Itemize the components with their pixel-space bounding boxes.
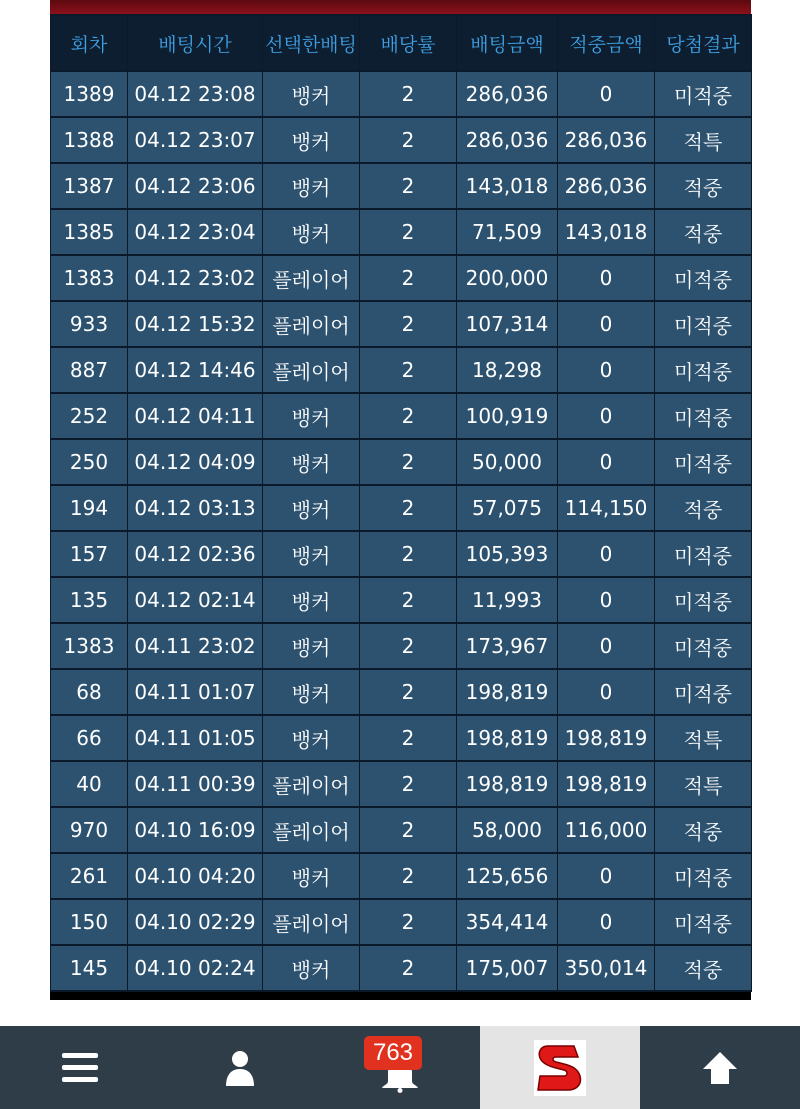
table-bottom-border: [50, 992, 751, 1000]
cell-round: 1383: [51, 624, 127, 668]
table-row: [51, 348, 751, 392]
cell-bet-time: 04.12 23:04: [128, 210, 262, 254]
top-accent-bar: [50, 0, 751, 14]
cell-odds: 2: [360, 164, 456, 208]
notification-count-badge: 763: [364, 1036, 422, 1070]
cell-bet-amount: 125,656: [457, 854, 557, 898]
cell-win-amount: 350,014: [558, 946, 654, 990]
cell-win-amount: 198,819: [558, 762, 654, 806]
table-row: [51, 900, 751, 944]
table-header-row: [51, 16, 751, 70]
cell-round: 150: [51, 900, 127, 944]
cell-result: 미적중: [655, 854, 751, 898]
cell-result: 적특: [655, 762, 751, 806]
logo-s-icon: [534, 1040, 586, 1096]
cell-result: 미적중: [655, 900, 751, 944]
header-round: 회차: [51, 16, 127, 70]
cell-win-amount: 0: [558, 670, 654, 714]
cell-odds: 2: [360, 854, 456, 898]
cell-round: 145: [51, 946, 127, 990]
cell-selected-bet: 뱅커: [263, 670, 359, 714]
cell-bet-time: 04.12 04:11: [128, 394, 262, 438]
cell-selected-bet: 플레이어: [263, 808, 359, 852]
cell-bet-amount: 58,000: [457, 808, 557, 852]
cell-bet-amount: 50,000: [457, 440, 557, 484]
cell-round: 887: [51, 348, 127, 392]
cell-win-amount: 0: [558, 900, 654, 944]
betting-history-table: [50, 14, 752, 992]
table-row: [51, 854, 751, 898]
cell-win-amount: 0: [558, 532, 654, 576]
cell-bet-time: 04.10 04:20: [128, 854, 262, 898]
cell-odds: 2: [360, 578, 456, 622]
cell-bet-amount: 198,819: [457, 762, 557, 806]
cell-odds: 2: [360, 348, 456, 392]
cell-bet-amount: 100,919: [457, 394, 557, 438]
cell-bet-amount: 200,000: [457, 256, 557, 300]
cell-selected-bet: 뱅커: [263, 486, 359, 530]
cell-win-amount: 116,000: [558, 808, 654, 852]
nav-scroll-top-button[interactable]: [640, 1026, 800, 1109]
cell-bet-amount: 57,075: [457, 486, 557, 530]
cell-result: 적중: [655, 210, 751, 254]
table-row: [51, 624, 751, 668]
cell-result: 미적중: [655, 72, 751, 116]
cell-bet-time: 04.10 02:29: [128, 900, 262, 944]
table-row: [51, 716, 751, 760]
cell-bet-time: 04.11 23:02: [128, 624, 262, 668]
cell-odds: 2: [360, 486, 456, 530]
cell-bet-amount: 105,393: [457, 532, 557, 576]
cell-round: 66: [51, 716, 127, 760]
cell-bet-time: 04.11 01:07: [128, 670, 262, 714]
nav-menu-button[interactable]: [0, 1026, 160, 1109]
cell-round: 1388: [51, 118, 127, 162]
cell-result: 미적중: [655, 440, 751, 484]
cell-result: 미적중: [655, 348, 751, 392]
cell-round: 157: [51, 532, 127, 576]
table-row: [51, 808, 751, 852]
cell-win-amount: 0: [558, 394, 654, 438]
cell-selected-bet: 플레이어: [263, 348, 359, 392]
arrow-up-icon: [702, 1051, 738, 1085]
cell-win-amount: 0: [558, 72, 654, 116]
cell-odds: 2: [360, 624, 456, 668]
table-row: [51, 532, 751, 576]
cell-bet-time: 04.12 03:13: [128, 486, 262, 530]
table-row: [51, 440, 751, 484]
cell-win-amount: 286,036: [558, 118, 654, 162]
cell-odds: 2: [360, 900, 456, 944]
header-bet-amount: 배팅금액: [457, 16, 557, 70]
cell-win-amount: 0: [558, 624, 654, 668]
bell-icon: [381, 1067, 419, 1093]
table-row: [51, 670, 751, 714]
cell-selected-bet: 뱅커: [263, 854, 359, 898]
cell-bet-amount: 11,993: [457, 578, 557, 622]
cell-bet-amount: 286,036: [457, 72, 557, 116]
table-row: [51, 118, 751, 162]
cell-odds: 2: [360, 946, 456, 990]
cell-round: 194: [51, 486, 127, 530]
cell-selected-bet: 뱅커: [263, 578, 359, 622]
cell-result: 미적중: [655, 670, 751, 714]
cell-selected-bet: 뱅커: [263, 532, 359, 576]
cell-result: 미적중: [655, 624, 751, 668]
cell-bet-amount: 173,967: [457, 624, 557, 668]
cell-bet-time: 04.12 04:09: [128, 440, 262, 484]
cell-result: 미적중: [655, 302, 751, 346]
cell-bet-time: 04.11 00:39: [128, 762, 262, 806]
cell-bet-amount: 18,298: [457, 348, 557, 392]
cell-bet-time: 04.12 15:32: [128, 302, 262, 346]
table-row: [51, 486, 751, 530]
table-row: [51, 762, 751, 806]
cell-odds: 2: [360, 302, 456, 346]
cell-bet-time: 04.10 02:24: [128, 946, 262, 990]
cell-odds: 2: [360, 118, 456, 162]
cell-bet-amount: 107,314: [457, 302, 557, 346]
cell-selected-bet: 뱅커: [263, 118, 359, 162]
cell-odds: 2: [360, 394, 456, 438]
cell-selected-bet: 플레이어: [263, 302, 359, 346]
cell-selected-bet: 뱅커: [263, 72, 359, 116]
table-row: [51, 578, 751, 622]
cell-result: 적중: [655, 808, 751, 852]
cell-bet-amount: 286,036: [457, 118, 557, 162]
table-row: [51, 210, 751, 254]
cell-odds: 2: [360, 808, 456, 852]
cell-round: 1385: [51, 210, 127, 254]
table-row: [51, 946, 751, 990]
cell-win-amount: 0: [558, 578, 654, 622]
cell-result: 적중: [655, 486, 751, 530]
cell-bet-time: 04.12 02:14: [128, 578, 262, 622]
cell-win-amount: 0: [558, 440, 654, 484]
cell-selected-bet: 뱅커: [263, 946, 359, 990]
table-row: [51, 394, 751, 438]
cell-round: 261: [51, 854, 127, 898]
cell-odds: 2: [360, 72, 456, 116]
cell-result: 미적중: [655, 256, 751, 300]
cell-round: 1383: [51, 256, 127, 300]
cell-odds: 2: [360, 762, 456, 806]
cell-round: 40: [51, 762, 127, 806]
cell-win-amount: 0: [558, 256, 654, 300]
cell-selected-bet: 뱅커: [263, 210, 359, 254]
cell-round: 250: [51, 440, 127, 484]
cell-round: 1387: [51, 164, 127, 208]
header-win-amount: 적중금액: [558, 16, 654, 70]
cell-win-amount: 0: [558, 854, 654, 898]
cell-odds: 2: [360, 210, 456, 254]
cell-result: 미적중: [655, 394, 751, 438]
cell-result: 미적중: [655, 578, 751, 622]
cell-win-amount: 0: [558, 302, 654, 346]
cell-bet-time: 04.12 23:07: [128, 118, 262, 162]
cell-bet-amount: 198,819: [457, 670, 557, 714]
header-result: 당첨결과: [655, 16, 751, 70]
cell-selected-bet: 뱅커: [263, 440, 359, 484]
header-selected-bet: 선택한배팅: [263, 16, 359, 70]
cell-bet-time: 04.12 02:36: [128, 532, 262, 576]
betting-history-panel: [50, 0, 751, 1000]
table-row: [51, 256, 751, 300]
cell-odds: 2: [360, 716, 456, 760]
cell-result: 적특: [655, 118, 751, 162]
cell-win-amount: 114,150: [558, 486, 654, 530]
cell-odds: 2: [360, 440, 456, 484]
nav-home-logo-button[interactable]: [480, 1026, 640, 1109]
cell-bet-amount: 198,819: [457, 716, 557, 760]
cell-result: 적중: [655, 946, 751, 990]
cell-bet-time: 04.12 23:06: [128, 164, 262, 208]
cell-round: 970: [51, 808, 127, 852]
cell-round: 933: [51, 302, 127, 346]
cell-odds: 2: [360, 256, 456, 300]
cell-win-amount: 143,018: [558, 210, 654, 254]
cell-bet-amount: 143,018: [457, 164, 557, 208]
menu-icon: [62, 1053, 98, 1083]
cell-round: 135: [51, 578, 127, 622]
header-bet-time: 배팅시간: [128, 16, 262, 70]
cell-result: 적중: [655, 164, 751, 208]
cell-bet-time: 04.10 16:09: [128, 808, 262, 852]
cell-win-amount: 286,036: [558, 164, 654, 208]
cell-selected-bet: 뱅커: [263, 716, 359, 760]
cell-win-amount: 198,819: [558, 716, 654, 760]
user-icon: [225, 1050, 255, 1086]
cell-bet-amount: 71,509: [457, 210, 557, 254]
cell-result: 적특: [655, 716, 751, 760]
cell-bet-amount: 354,414: [457, 900, 557, 944]
cell-selected-bet: 뱅커: [263, 624, 359, 668]
cell-selected-bet: 플레이어: [263, 256, 359, 300]
table-row: [51, 164, 751, 208]
cell-round: 68: [51, 670, 127, 714]
header-odds: 배당률: [360, 16, 456, 70]
cell-selected-bet: 뱅커: [263, 164, 359, 208]
cell-odds: 2: [360, 670, 456, 714]
cell-bet-time: 04.12 14:46: [128, 348, 262, 392]
cell-bet-time: 04.11 01:05: [128, 716, 262, 760]
cell-bet-time: 04.12 23:08: [128, 72, 262, 116]
cell-result: 미적중: [655, 532, 751, 576]
nav-user-button[interactable]: [160, 1026, 320, 1109]
cell-selected-bet: 뱅커: [263, 394, 359, 438]
cell-selected-bet: 플레이어: [263, 762, 359, 806]
cell-bet-amount: 175,007: [457, 946, 557, 990]
cell-odds: 2: [360, 532, 456, 576]
bottom-navigation-bar: [0, 1026, 800, 1109]
cell-round: 252: [51, 394, 127, 438]
cell-selected-bet: 플레이어: [263, 900, 359, 944]
table-row: [51, 72, 751, 116]
cell-round: 1389: [51, 72, 127, 116]
table-row: [51, 302, 751, 346]
cell-win-amount: 0: [558, 348, 654, 392]
cell-bet-time: 04.12 23:02: [128, 256, 262, 300]
